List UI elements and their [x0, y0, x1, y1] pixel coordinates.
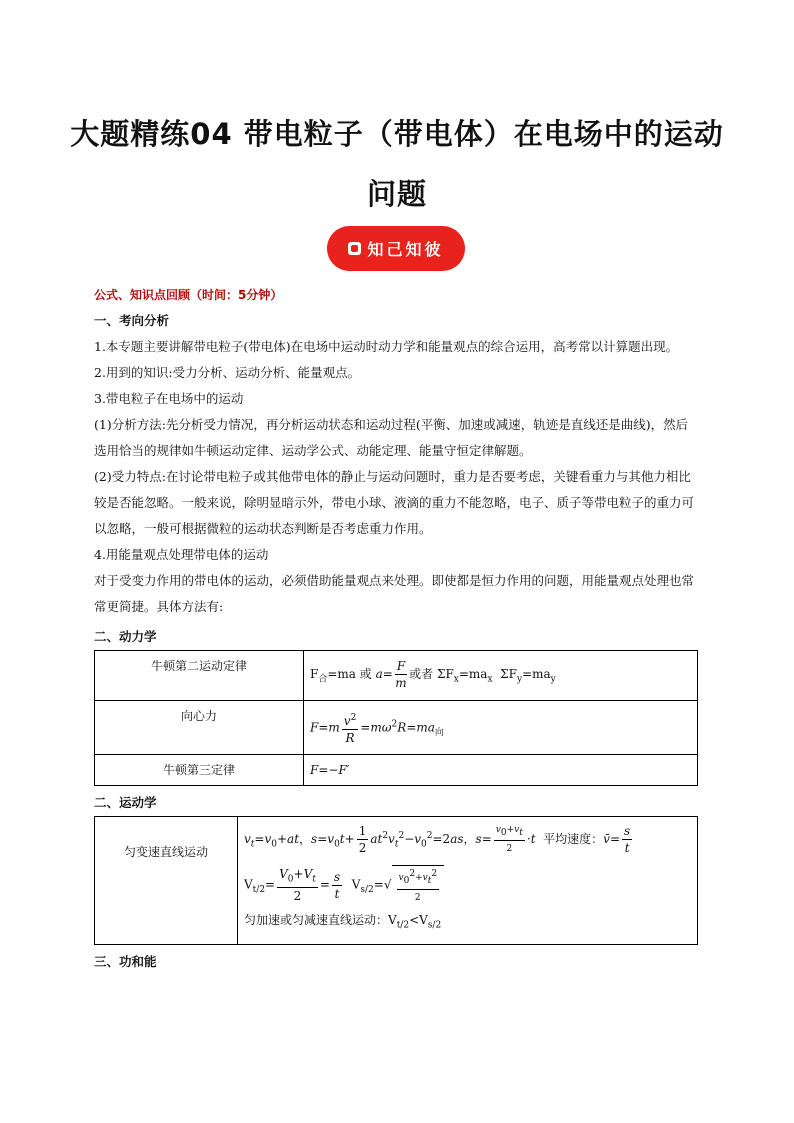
formula-cell: $F_合=ma$ 或 a= $\frac{F}{m}$ 或者 $\Sigma F_x=ma_x$ $\Sigma F_y=ma_y$ — [304, 651, 698, 701]
row-label: 向心力 — [95, 701, 304, 755]
avg-label: 平均速度： — [543, 832, 604, 846]
section-3-heading: 二、运动学 — [94, 795, 157, 810]
formula-line: $v_t=v_0+at$，$s=v_0t+$ $\frac{1}{2}$ $at^2v_t^2-v_0^2=2as$，s= $\frac{v_0+v_t}{2}$ ·t 平均速度：v̄= $\frac{s}{t}$ — [244, 819, 691, 861]
formula-line: 匀加速或匀减速直线运动：$V_{t/2}<V_{s/2}$ — [244, 913, 442, 931]
formula-line: $V_{t/2}=$ $\frac{V_0+V_t}{2}$ = $\frac{s}{t}$ $V_{s/2}=√$ $\frac{v_0^2+v_t^2}{2}$ — [244, 865, 691, 907]
dynamics-table — [94, 650, 698, 786]
table-row — [95, 817, 698, 945]
title-line-1: 大题精练04 带电粒子（带电体）在电场中的运动 — [70, 117, 724, 151]
section-4-heading: 三、功和能 — [94, 954, 157, 969]
s1-paragraph-7: 对于受变力作用的带电体的运动，必须借助能量观点来处理。即使都是恒力作用的问题，用能量观点处理也常常更简捷。具体方法有: — [94, 573, 695, 614]
zhijizhibi-badge — [327, 226, 465, 271]
section-1-heading: 一、考向分析 — [94, 313, 170, 328]
row-label: 牛顿第三定律 — [95, 755, 304, 786]
s1-paragraph-2: 2.用到的知识:受力分析、运动分析、能量观点。 — [94, 365, 361, 380]
s1-paragraph-5: (2)受力特点:在讨论带电粒子或其他带电体的静止与运动问题时，重力是否要考虑，关键看重力与其他力相比较是否能忽略。一般来说，除明显暗示外，带电小球、液滴的重力不能忽略，电子、质子等带电粒子的重力可以忽略，一般可根据微粒的运动状态判断是否考虑重力作用。 — [94, 469, 695, 536]
table-row — [95, 651, 698, 701]
row-label: 匀变速直线运动 — [95, 817, 238, 945]
note-label: 匀加速或匀减速直线运动： — [244, 913, 389, 928]
s1-paragraph-1: 1.本专题主要讲解带电粒子(带电体)在电场中运动时动力学和能量观点的综合运用，高考常以计算题出现。 — [94, 339, 679, 354]
title-line-2: 问题 — [366, 177, 427, 211]
section-2-heading: 二、动力学 — [94, 629, 157, 644]
formula-cell: F=m $\frac{v^2}{R}$ $=m\omega^2R=ma_向$ — [304, 701, 698, 755]
document-body — [94, 282, 698, 975]
formula-cell: F=−F′ — [304, 755, 698, 786]
table-row — [95, 701, 698, 755]
kinematics-table — [94, 816, 698, 945]
s1-paragraph-6: 4.用能量观点处理带电体的运动 — [94, 547, 269, 562]
book-icon — [348, 242, 361, 255]
table-row — [95, 755, 698, 786]
row-label: 牛顿第二运动定律 — [95, 651, 304, 701]
s1-paragraph-4: (1)分析方法:先分析受力情况，再分析运动状态和运动过程(平衡、加速或减速，轨迹是直线还是曲线)，然后选用恰当的规律如牛顿运动定律、运动学公式、动能定理、能量守恒定律解题。 — [94, 417, 689, 458]
or-word: 或 — [359, 667, 372, 682]
formula-cell — [238, 817, 698, 945]
badge-label: 知己知彼 — [367, 240, 444, 259]
or-word: 或者 — [409, 667, 434, 682]
document-title — [40, 104, 754, 224]
s1-paragraph-3: 3.带电粒子在电场中的运动 — [94, 391, 244, 406]
review-intro: 公式、知识点回顾（时间：5分钟） — [94, 288, 283, 302]
